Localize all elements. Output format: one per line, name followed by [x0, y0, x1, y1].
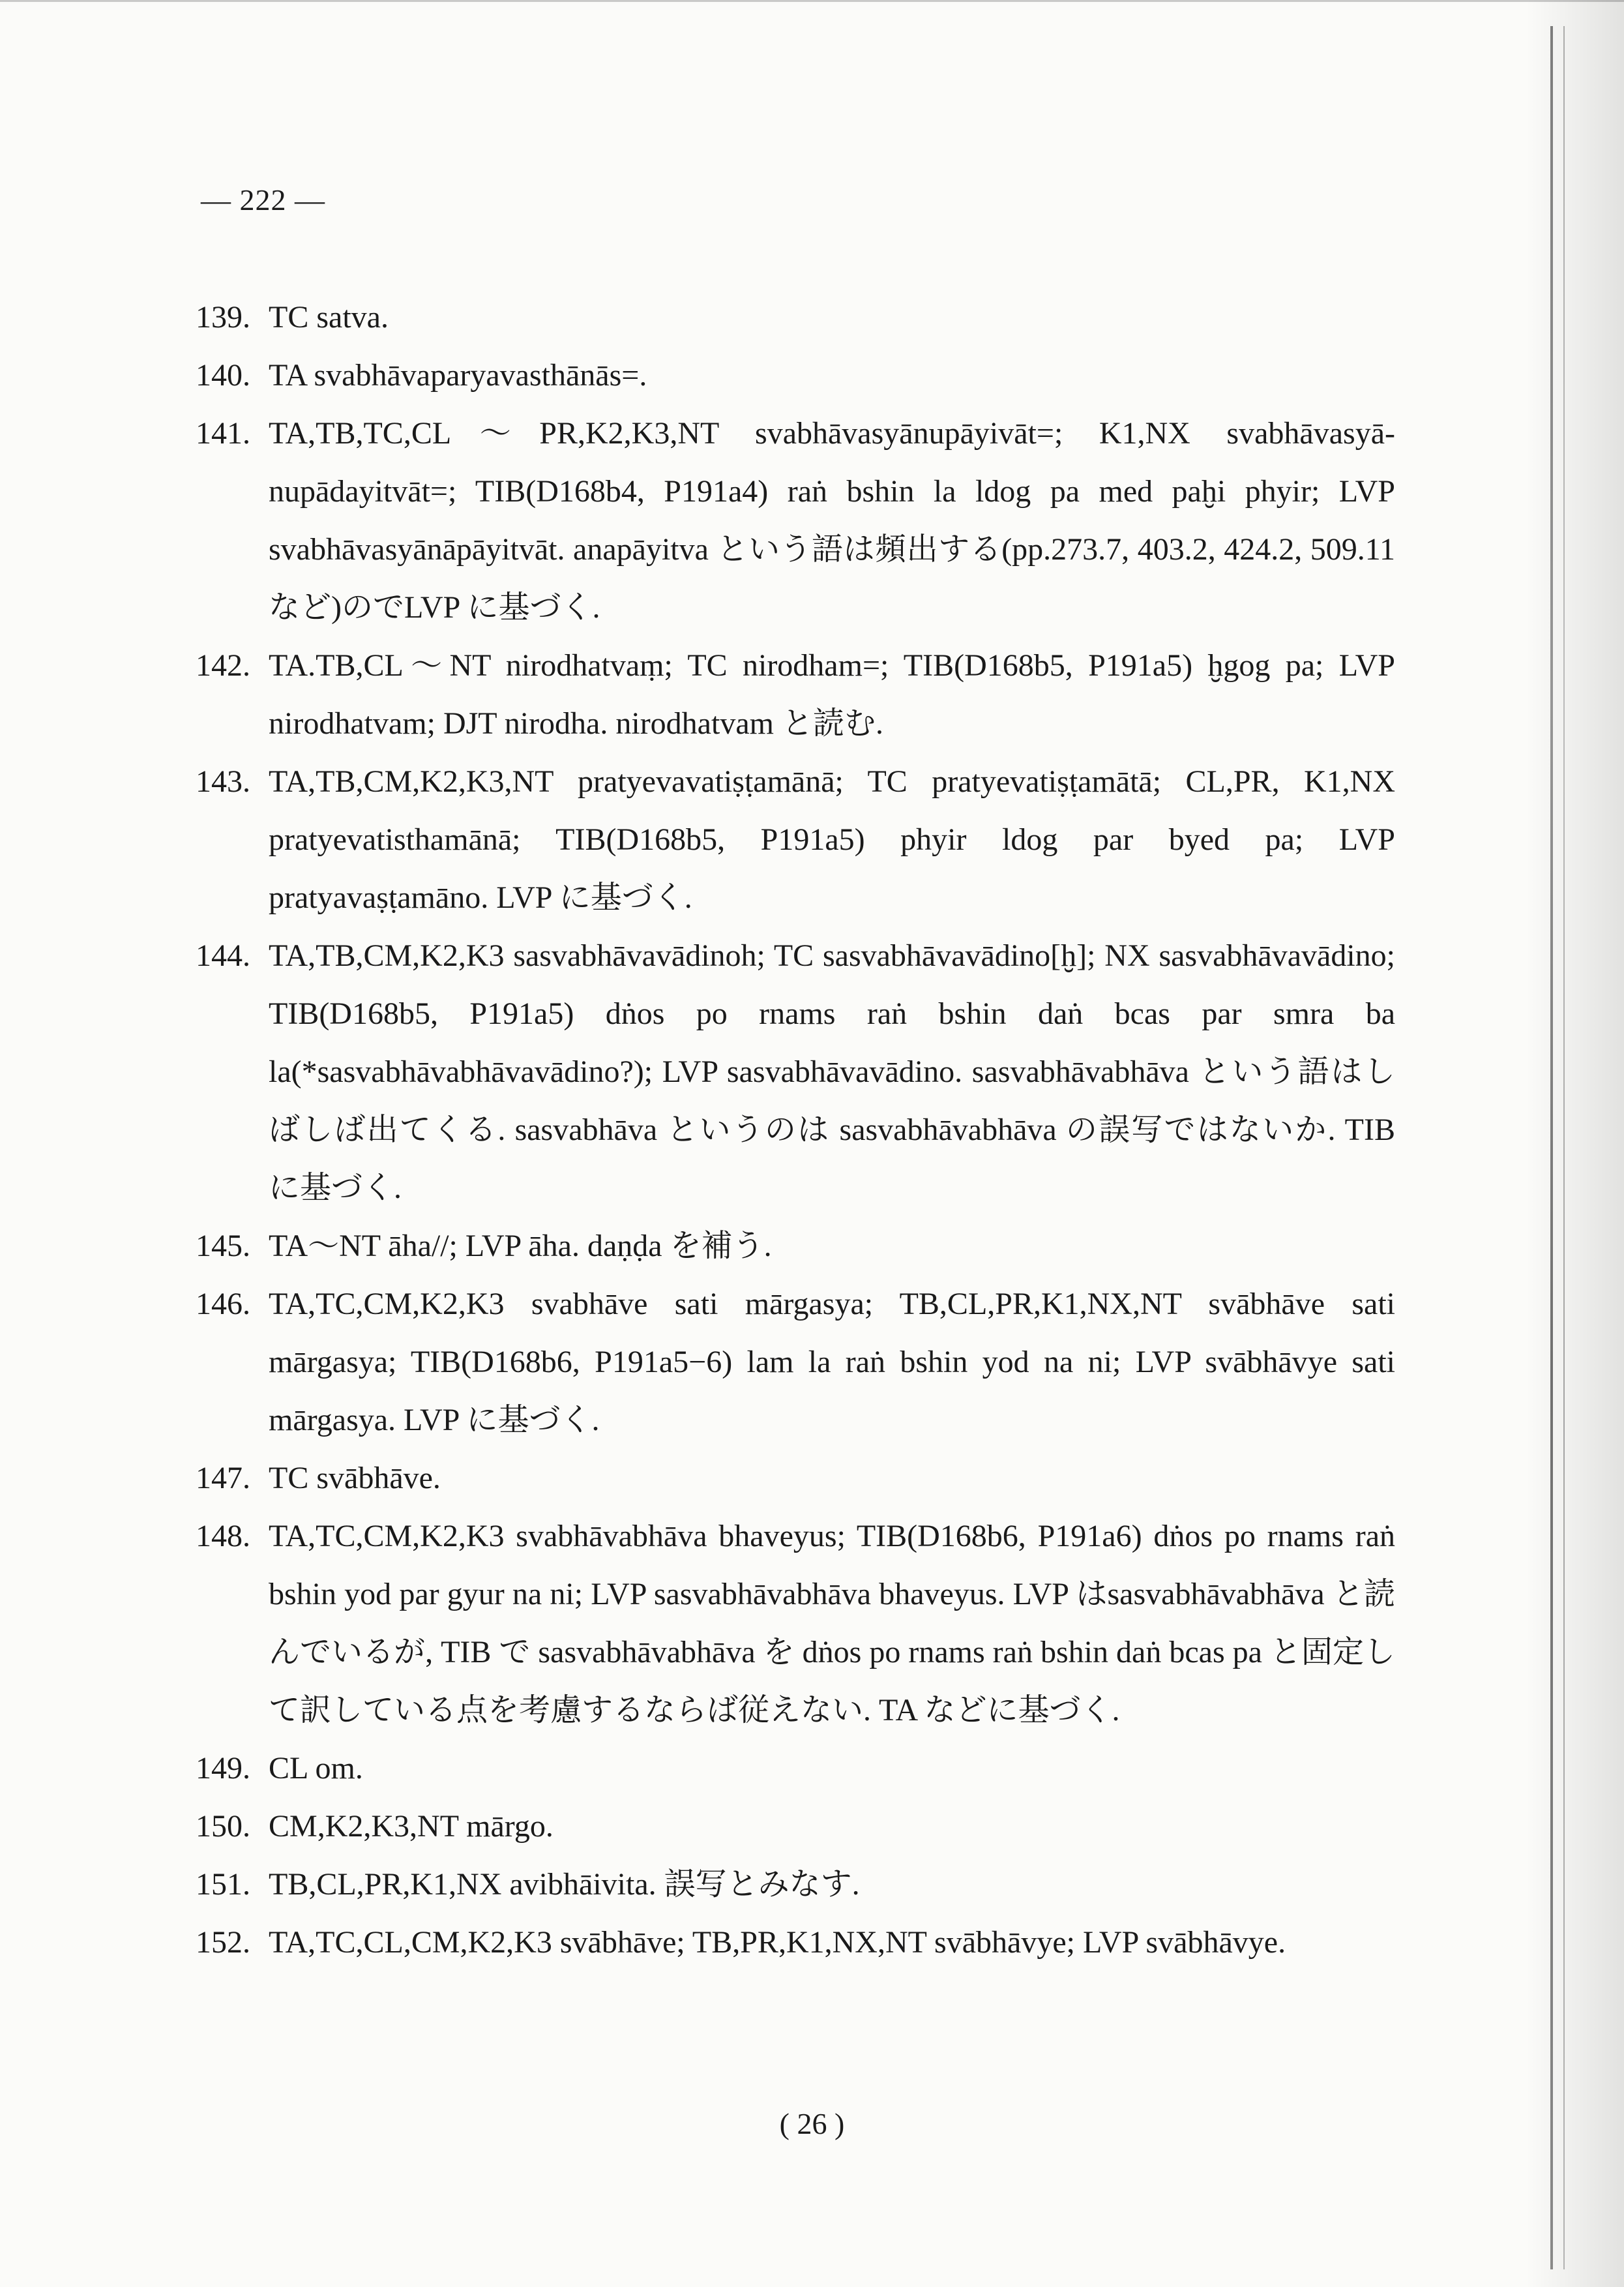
footnote-text: TA,TC,CM,K2,K3 svabhāve sati mārgasya; TB,CL,PR,K1,NX,NT svābhāve sati mārgasya; TIB(D168b6, P191a5−6) lam la raṅ bshin yod na ni; LVP svābhāvye sati mārgasya. LVP に基づく.: [269, 1287, 1395, 1437]
footnote-number: 142.: [196, 648, 250, 683]
footnote-number: 141.: [196, 416, 250, 451]
scan-top-border: [0, 0, 1624, 2]
footnote-number: 143.: [196, 764, 250, 799]
footnote-text: TC svābhāve.: [269, 1461, 441, 1495]
scan-binding-line-secondary: [1563, 26, 1565, 2269]
footnote-text: CL om.: [269, 1751, 363, 1786]
footnote-number: 139.: [196, 300, 250, 335]
scan-binding-shadow: [1526, 0, 1624, 2287]
footnote-number: 147.: [196, 1461, 250, 1495]
footnote-140: [196, 346, 1395, 404]
footnote-text: TC satva.: [269, 300, 389, 335]
footnote-text: TA〜NT āha//; LVP āha. daṇḍa を補う.: [269, 1229, 772, 1263]
footnote-text: TA svabhāvaparyavasthānās=.: [269, 358, 647, 393]
footnote-text: TA,TB,TC,CL〜PR,K2,K3,NT svabhāvasyānupāyivāt=; K1,NX svabhāvasyānupādayitvāt=; TIB(D168b4, P191a4) raṅ bshin la ldog pa med paḫi phyir; LVP svabhāvasyānāpāyitvāt. anapāyitva という語は頻出する(pp.273.7, 403.2, 424.2, 509.11など)のでLVP に基づく.: [269, 416, 1395, 625]
footnote-146: [196, 1275, 1395, 1449]
footnote-text: TB,CL,PR,K1,NX avibhāivita. 誤写とみなす.: [269, 1867, 860, 1902]
footnote-text: TA.TB,CL〜NT nirodhatvaṃ; TC nirodham=; TIB(D168b5, P191a5) ḫgog pa; LVP nirodhatvam; DJT nirodha. nirodhatvam と読む.: [269, 648, 1395, 741]
footnote-text: CM,K2,K3,NT mārgo.: [269, 1809, 554, 1844]
footnote-149: [196, 1739, 1395, 1797]
footnote-152: [196, 1913, 1395, 1971]
footnote-number: 145.: [196, 1229, 250, 1263]
footnote-number: 148.: [196, 1519, 250, 1553]
footnote-150: [196, 1797, 1395, 1855]
footnote-147: [196, 1449, 1395, 1507]
footnote-number: 144.: [196, 938, 250, 973]
footnote-144: [196, 927, 1395, 1217]
footnote-list: [196, 288, 1395, 1971]
footnote-text: TA,TC,CM,K2,K3 svabhāvabhāva bhaveyus; TIB(D168b6, P191a6) dṅos po rnams raṅ bshin yod par gyur na ni; LVP sasvabhāvabhāva bhaveyus. LVP はsasvabhāvabhāva と読んでいるが, TIB で sasvabhāvabhāva を dṅos po rnams raṅ bshin daṅ bcas pa と固定して訳している点を考慮するならば従えない. TA などに基づく.: [269, 1519, 1395, 1727]
footnote-text: TA,TC,CL,CM,K2,K3 svābhāve; TB,PR,K1,NX,NT svābhāvye; LVP svābhāvye.: [269, 1925, 1286, 1960]
footnote-number: 146.: [196, 1287, 250, 1321]
footnote-148: [196, 1507, 1395, 1739]
footnote-number: 152.: [196, 1925, 250, 1960]
footnote-142: [196, 636, 1395, 753]
footnote-number: 140.: [196, 358, 250, 393]
footnote-number: 151.: [196, 1867, 250, 1902]
footnote-text: TA,TB,CM,K2,K3 sasvabhāvavādinoh; TC sasvabhāvavādino[ḫ]; NX sasvabhāvavādino; TIB(D168b5, P191a5) dṅos po rnams raṅ bshin daṅ bcas par smra ba la(*sasvabhāvabhāvavādino?); LVP sasvabhāvavādino. sasvabhāvabhāva という語はしばしば出てくる. sasvabhāva というのは sasvabhāvabhāva の誤写ではないか. TIB に基づく.: [269, 938, 1395, 1205]
page-footer-number: ( 26 ): [779, 2107, 845, 2140]
footnote-143: [196, 753, 1395, 927]
scan-binding-line: [1550, 26, 1553, 2269]
footnote-number: 149.: [196, 1751, 250, 1786]
footnote-141: [196, 404, 1395, 636]
footnote-145: [196, 1217, 1395, 1275]
footnote-151: [196, 1855, 1395, 1913]
footnote-number: 150.: [196, 1809, 250, 1844]
footnote-text: TA,TB,CM,K2,K3,NT pratyevavatiṣṭamānā; TC pratyevatiṣṭamātā; CL,PR, K1,NX pratyevatisthamānā; TIB(D168b5, P191a5) phyir ldog par byed pa; LVP pratyavaṣṭamāno. LVP に基づく.: [269, 764, 1395, 915]
footnote-139: [196, 288, 1395, 346]
page-header-number: — 222 —: [201, 183, 325, 217]
